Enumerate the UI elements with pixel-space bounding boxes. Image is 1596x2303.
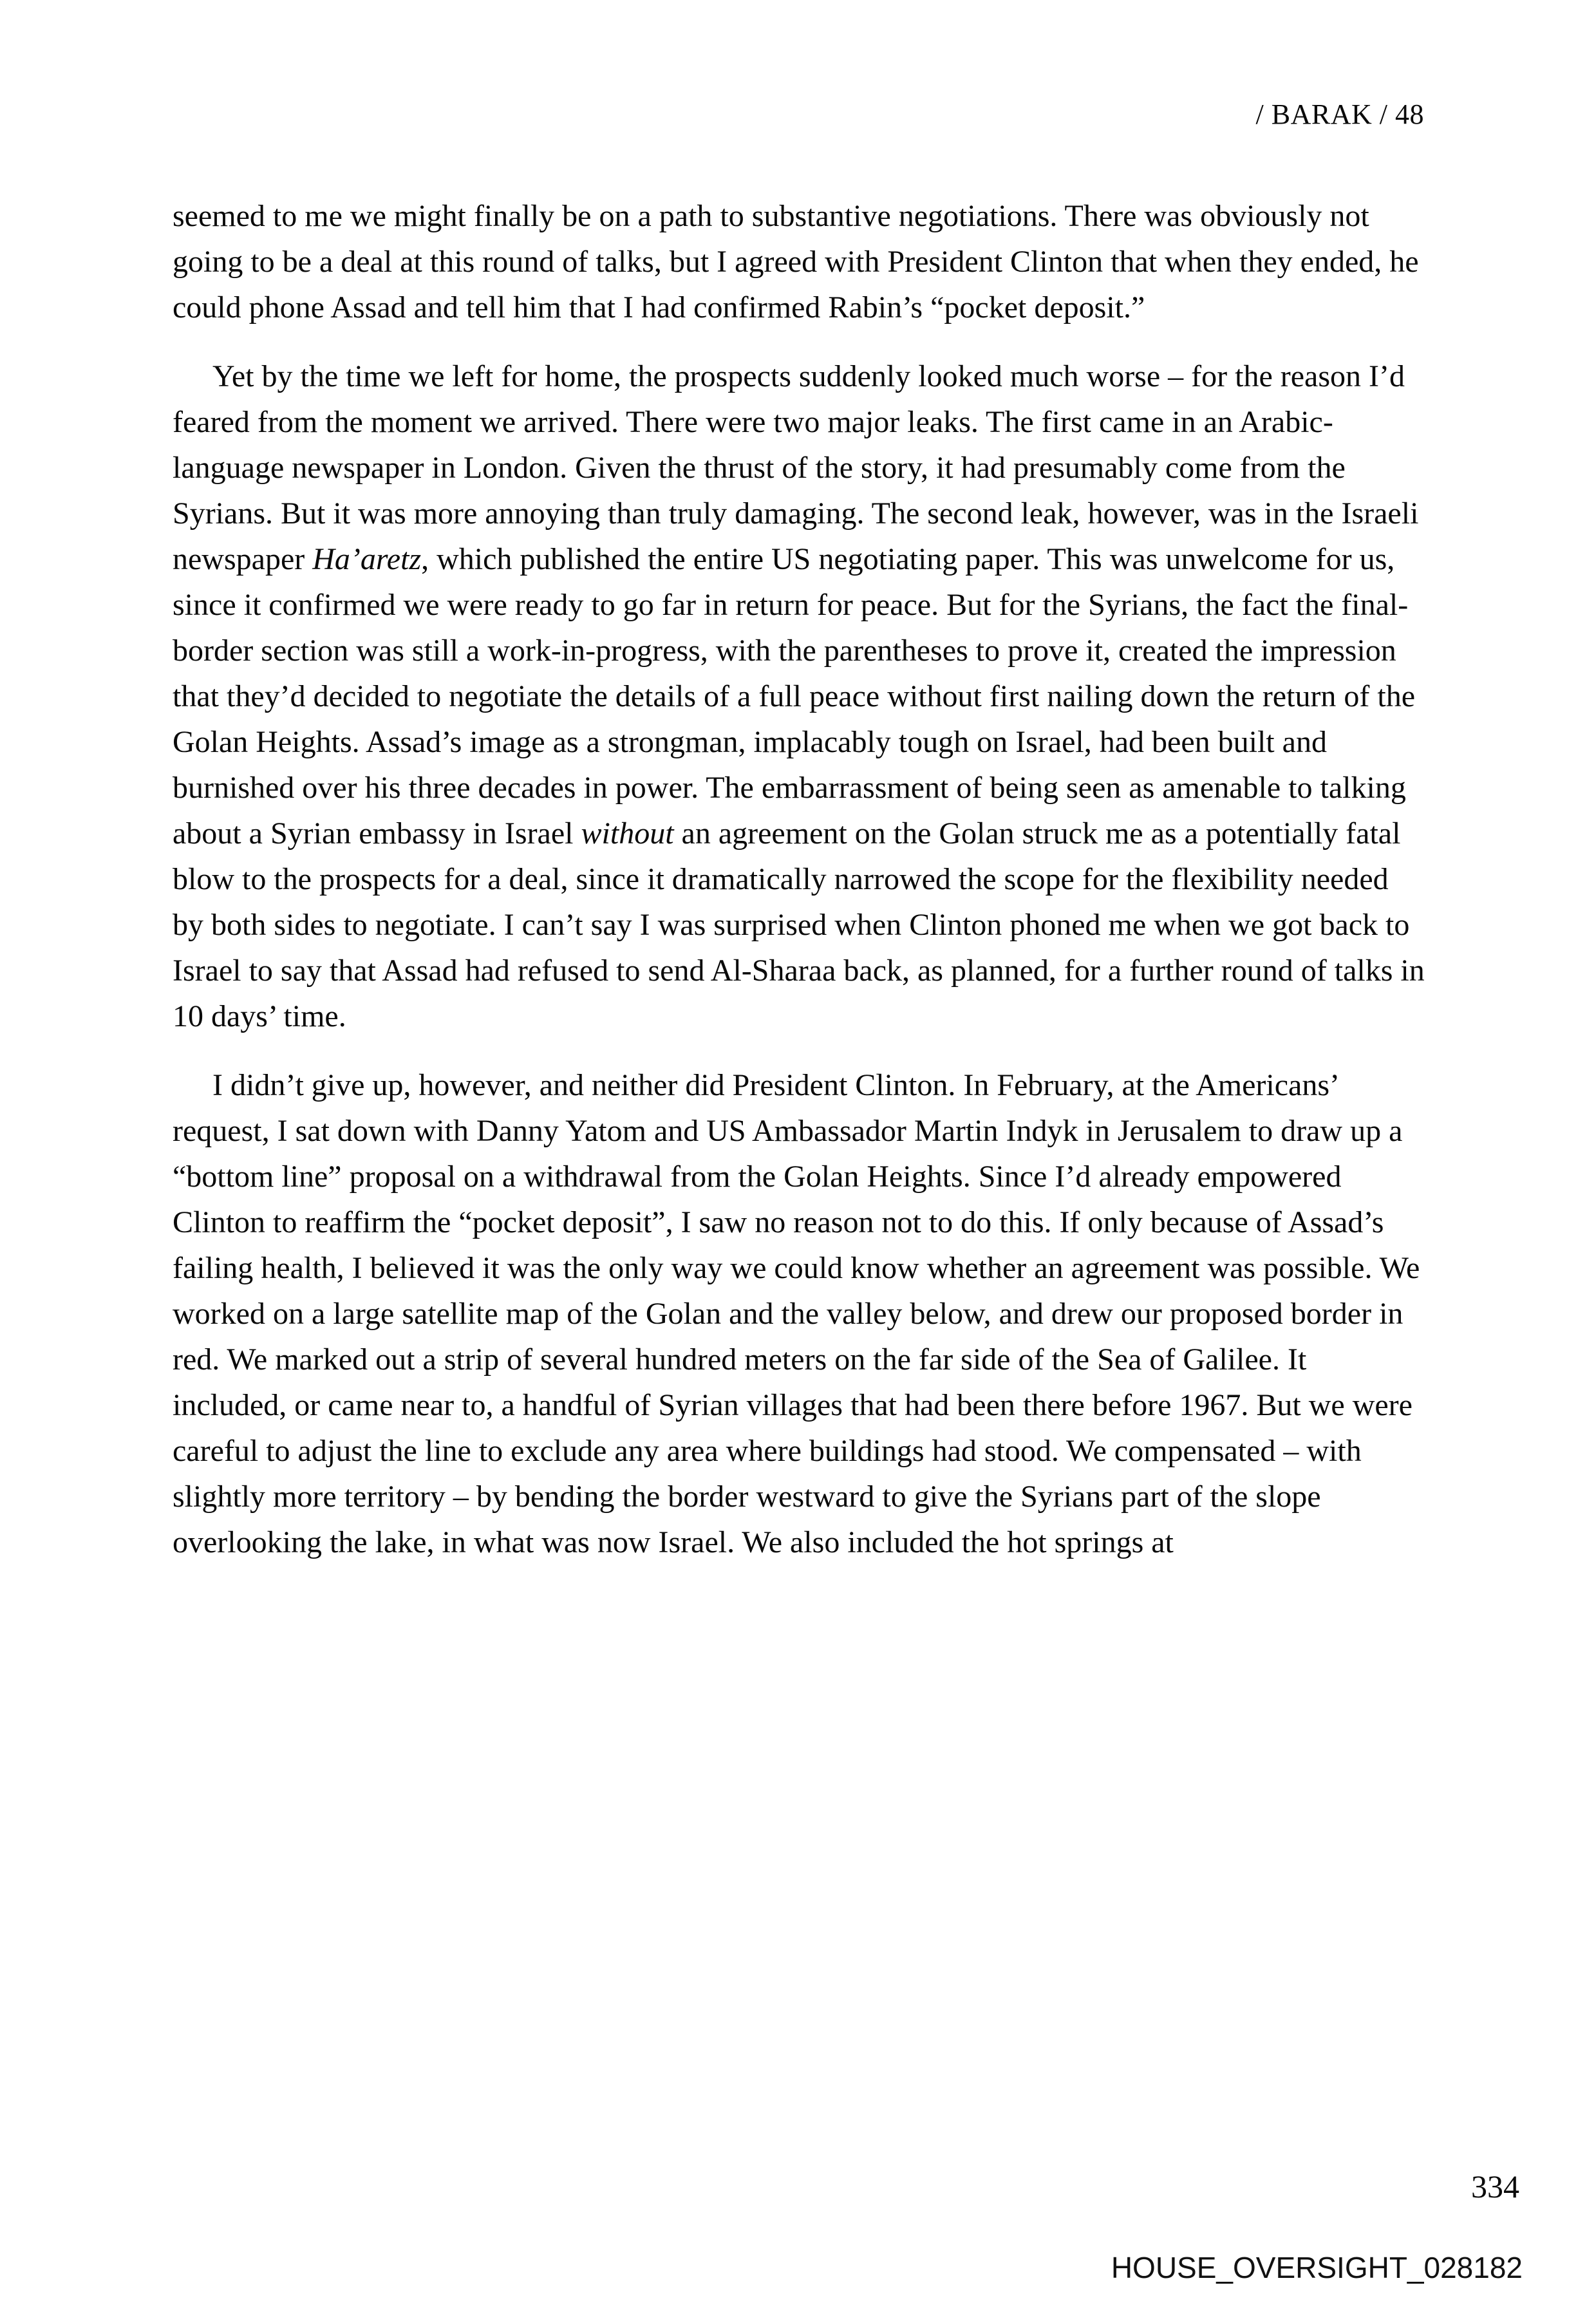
- italic-text-run: Ha’aretz: [312, 542, 422, 576]
- body-text: [173, 193, 1427, 1565]
- text-run: an agreement on the Golan struck me as a potentially fatal blow to the prospects for a deal, since it dramatically narrowed the scope for the flexibility needed by both sides to negotiate. I can’t say I was surprised when Clinton phoned me when we got back to Israel to say that Assad had refused to send Al-Sharaa back, as planned, for a further round of talks in 10 days’ time.: [173, 816, 1425, 1033]
- page-number: 334: [1471, 2168, 1519, 2204]
- text-run: Yet by the time we left for home, the prospects suddenly looked much worse – for the reason I’d feared from the moment we arrived. There were two major leaks. The first came in an Arabic-language newspaper in London. Given the thrust of the story, it had presumably come from the Syrians. But it was more annoying than truly damaging. The second leak, however, was in the Israeli newspaper: [173, 359, 1419, 576]
- bates-stamp: HOUSE_OVERSIGHT_028182: [1111, 2251, 1523, 2284]
- italic-text-run: without: [581, 816, 674, 851]
- text-run: seemed to me we might finally be on a path to substantive negotiations. There was obviously not going to be a deal at this round of talks, but I agreed with President Clinton that when they ended, he could phone Assad and tell him that I had confirmed Rabin’s “pocket deposit.”: [173, 199, 1419, 324]
- paragraph: [173, 353, 1427, 1039]
- paragraph: [173, 1062, 1427, 1565]
- paragraph: [173, 193, 1427, 330]
- text-run: , which published the entire US negotiating paper. This was unwelcome for us, since it confirmed we were ready to go far in return for peace. But for the Syrians, the fact the final-border section was still a work-in-progress, with the parentheses to prove it, created the impression that they’d decided to negotiate the details of a full peace without first nailing down the return of the Golan Heights. Assad’s image as a strongman, implacably tough on Israel, had been built and burnished over his three decades in power. The embarrassment of being seen as amenable to talking about a Syrian embassy in Israel: [173, 542, 1416, 851]
- running-header: / BARAK / 48: [1255, 99, 1424, 130]
- text-run: I didn’t give up, however, and neither did President Clinton. In February, at the Americans’ request, I sat down with Danny Yatom and US Ambassador Martin Indyk in Jerusalem to draw up a “bottom line” proposal on a withdrawal from the Golan Heights. Since I’d already empowered Clinton to reaffirm the “pocket deposit”, I saw no reason not to do this. If only because of Assad’s failing health, I believed it was the only way we could know whether an agreement was possible. We worked on a large satellite map of the Golan and the valley below, and drew our proposed border in red. We marked out a strip of several hundred meters on the far side of the Sea of Galilee. It included, or came near to, a handful of Syrian villages that had been there before 1967. But we were careful to adjust the line to exclude any area where buildings had stood. We compensated – with slightly more territory – by bending the border westward to give the Syrians part of the slope overlooking the lake, in what was now Israel. We also included the hot springs at: [173, 1068, 1420, 1559]
